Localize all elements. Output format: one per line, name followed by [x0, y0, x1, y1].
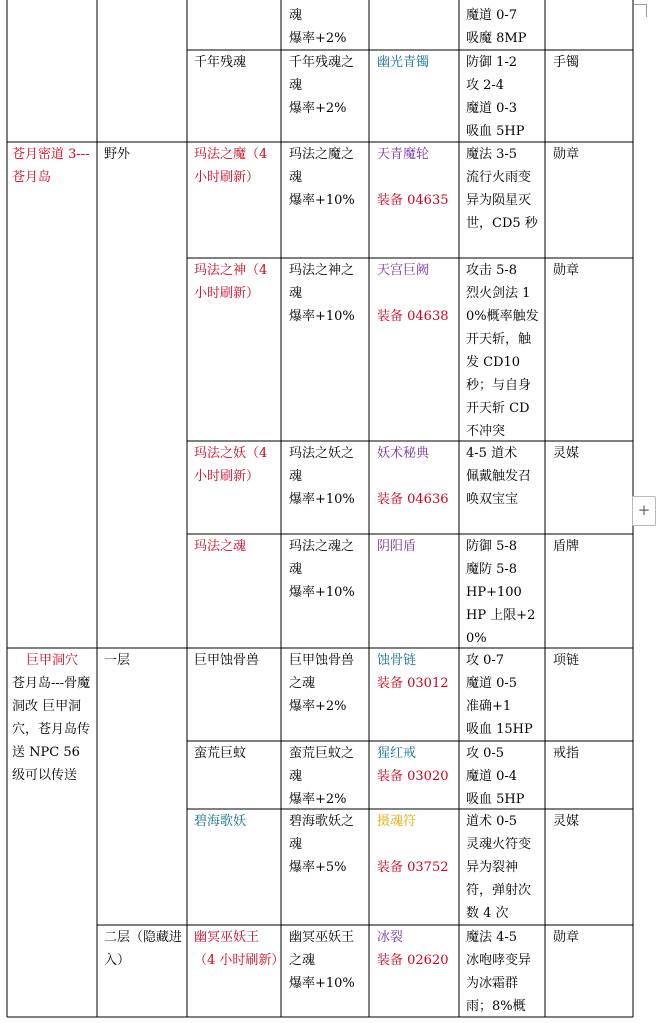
item-name: 天宫巨阙 [377, 263, 430, 278]
effect-cell: 防御 1-2 攻 2-4 魔道 0-3 吸血 5HP [466, 55, 525, 139]
type-cell: 灵媒 [553, 814, 580, 829]
soul-cell: 玛法之魂之魂 爆率+10% [289, 539, 355, 600]
boss-cell: 玛法之神（4 小时刷新） [194, 263, 272, 301]
type-cell: 勋章 [553, 147, 580, 162]
effect-cell: 魔道 0-7 吸魔 8MP [466, 8, 527, 46]
effect-cell: 攻 0-5 魔道 0-4 吸血 5HP [466, 746, 525, 807]
effect-cell: 攻 0-7 魔道 0-5 准确+1 吸血 15HP [466, 653, 533, 737]
soul-cell: 幽冥巫妖王之魂 爆率+10% [289, 930, 355, 991]
type-cell: 戒指 [553, 746, 580, 761]
add-button[interactable]: + [632, 496, 656, 526]
boss-cell: 巨甲蚀骨兽 [194, 653, 260, 668]
item-code: 装备 03752 [377, 860, 449, 875]
boss-cell: 幽冥巫妖王（4 小时刷新） [194, 930, 285, 968]
soul-cell: 碧海歌妖之魂 爆率+5% [289, 814, 355, 875]
type-cell: 手镯 [553, 55, 580, 70]
effect-cell: 4-5 道术 佩戴触发召唤双宝宝 [466, 446, 532, 507]
item-name: 猩红戒 [377, 746, 417, 761]
boss-cell: 千年残魂 [194, 55, 247, 70]
type-cell: 项链 [553, 653, 580, 668]
type-cell: 勋章 [553, 930, 580, 945]
item-name: 幽光青镯 [377, 55, 430, 70]
item-name: 阴阳盾 [377, 539, 417, 554]
soul-cell: 玛法之神之魂 爆率+10% [289, 263, 355, 324]
boss-cell: 蛮荒巨蚊 [194, 746, 247, 761]
soul-cell: 蛮荒巨蚊之魂 爆率+2% [289, 746, 355, 807]
type-cell: 勋章 [553, 263, 580, 278]
type-cell: 盾牌 [553, 539, 580, 554]
type-cell: 灵媒 [553, 446, 580, 461]
area-cell: 二层（隐藏进入） [104, 930, 183, 968]
area-cell: 野外 [104, 147, 131, 162]
area-cell: 一层 [104, 653, 131, 668]
effect-cell: 攻击 5-8 烈火剑法 10%概率触发开天斩，触发 CD10 秒；与自身开天斩 CD 不冲突 [466, 263, 539, 439]
item-code: 装备 02620 [377, 953, 449, 968]
soul-cell: 千年残魂之魂 爆率+2% [289, 55, 355, 116]
soul-cell: 魂 爆率+2% [289, 8, 347, 46]
soul-cell: 玛法之妖之魂 爆率+10% [289, 446, 355, 507]
item-code: 装备 04635 [377, 193, 449, 208]
item-code: 装备 03012 [377, 676, 449, 691]
item-name: 冰裂 [377, 930, 404, 945]
boss-cell: 玛法之魔（4 小时刷新） [194, 147, 272, 185]
item-code: 装备 03020 [377, 769, 449, 784]
effect-cell: 魔法 4-5 冰咆哮变异为冰霜群雨；8%概 [466, 930, 532, 1014]
item-name: 摄魂符 [377, 814, 417, 829]
boss-cell: 碧海歌妖 [194, 814, 247, 829]
item-name: 妖术秘典 [377, 446, 430, 461]
effect-cell: 道术 0-5 灵魂火符变异为裂神符，弹射次数 4 次 [466, 814, 532, 921]
map-name-cell: 苍月密道 3---苍月岛 [12, 147, 90, 185]
boss-cell: 玛法之妖（4 小时刷新） [194, 446, 272, 484]
soul-cell: 玛法之魔之魂 爆率+10% [289, 147, 355, 208]
item-code: 装备 04636 [377, 492, 449, 507]
effect-cell: 防御 5-8 魔防 5-8 HP+100 HP 上限+20% [466, 539, 536, 646]
boss-cell: 玛法之魂 [194, 539, 247, 554]
item-name: 蚀骨链 [377, 653, 417, 668]
map-desc-cell: 苍月岛---骨魔洞改 巨甲洞穴，苍月岛传送 NPC 56 级可以传送 [12, 676, 91, 783]
soul-cell: 巨甲蚀骨兽之魂 爆率+2% [289, 653, 355, 714]
map-title-cell: 巨甲洞穴 [25, 653, 78, 668]
table-corner-marker [634, 4, 647, 17]
effect-cell: 魔法 3-5 流行火雨变异为陨星灭世，CD5 秒 [466, 147, 538, 231]
item-code: 装备 04638 [377, 309, 449, 324]
item-name: 天青魔轮 [377, 147, 430, 162]
